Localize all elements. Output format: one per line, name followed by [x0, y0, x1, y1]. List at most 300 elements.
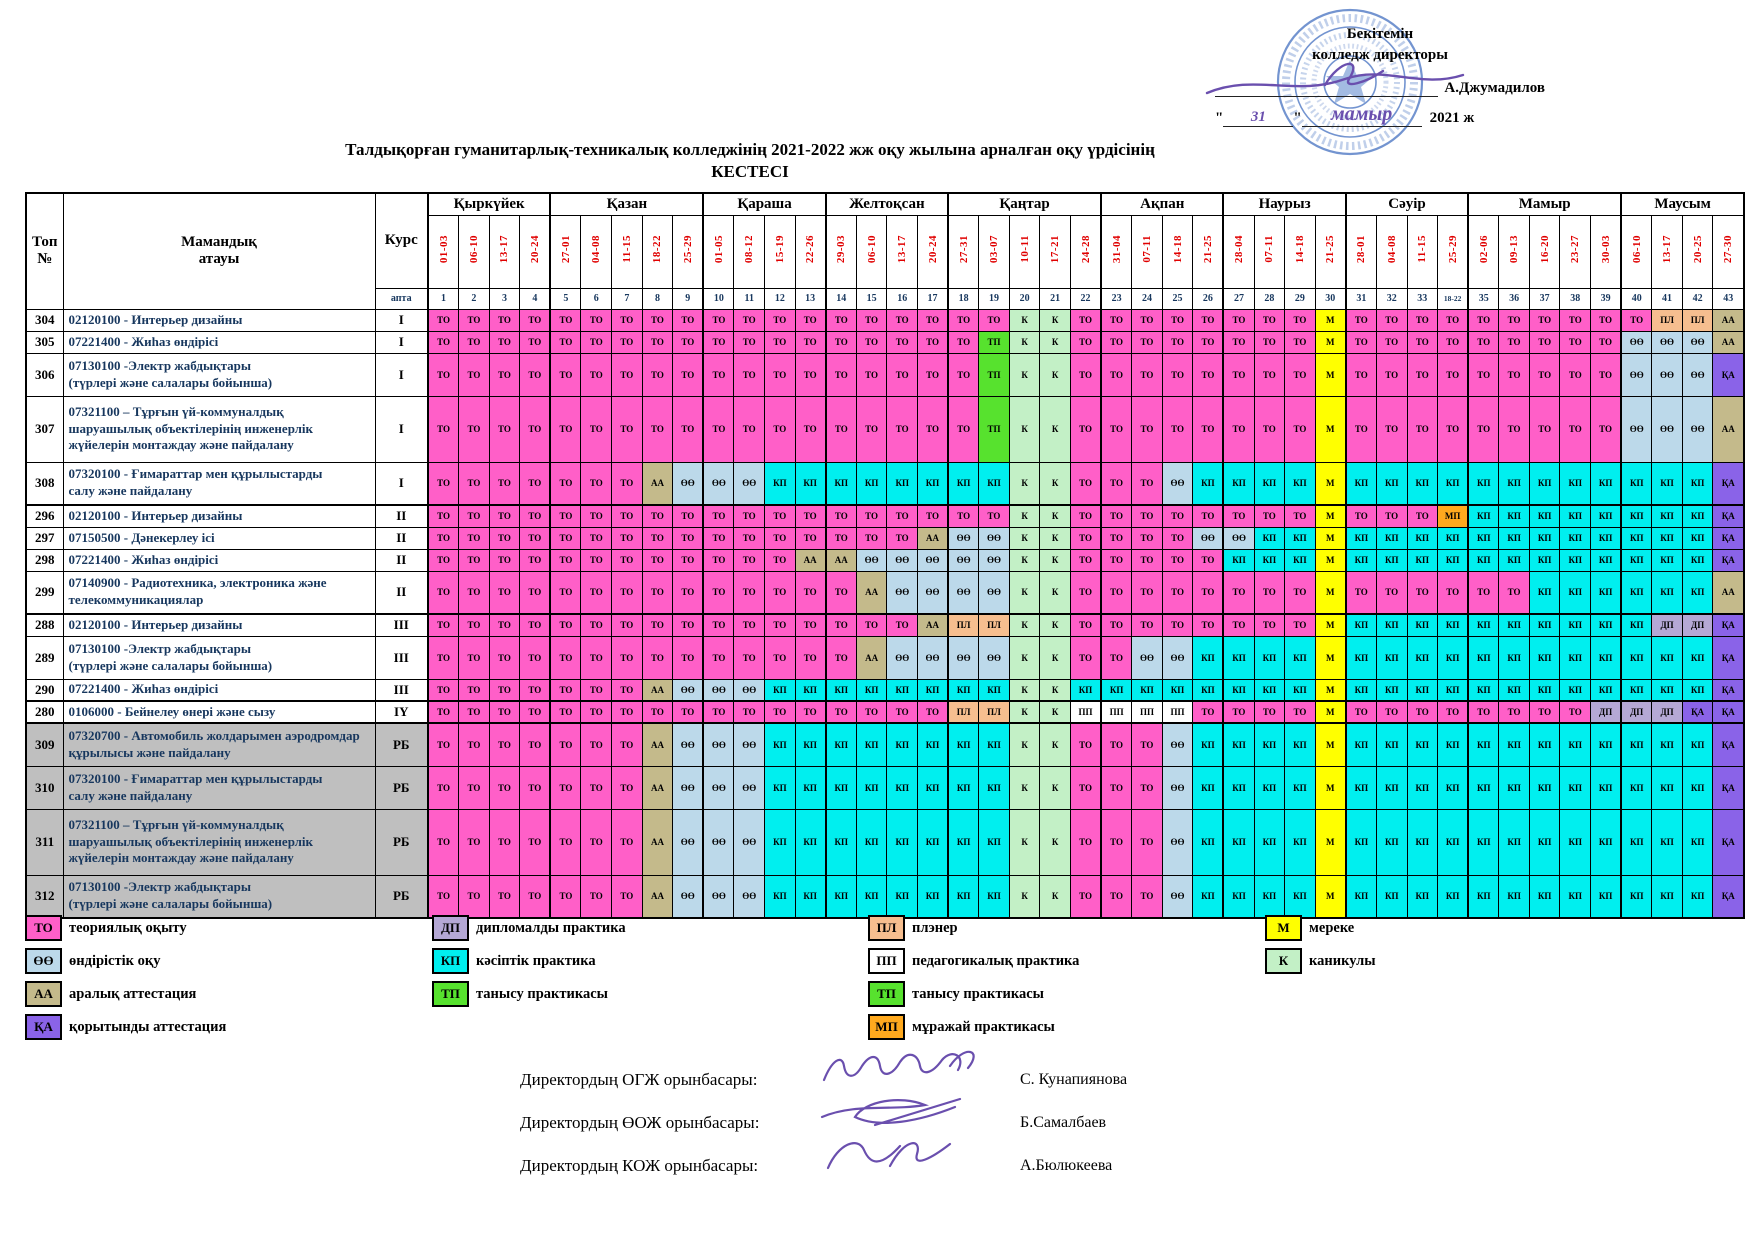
week-cell: ТО	[1407, 396, 1438, 462]
week-cell: ТО	[489, 809, 520, 875]
week-cell: ТО	[948, 505, 979, 527]
week-cell: ПЛ	[979, 701, 1010, 723]
week-cell: ТО	[550, 875, 581, 918]
specialty-name: 07320700 - Автомобиль жолдарымен аэродромдар құрылысы және пайдалану	[63, 723, 375, 766]
week-cell: ТО	[642, 396, 673, 462]
week-cell: ТО	[673, 701, 704, 723]
week-cell: КП	[1438, 462, 1469, 505]
course-value: РБ	[375, 809, 428, 875]
week-cell: КП	[1499, 527, 1530, 549]
week-cell: КП	[948, 875, 979, 918]
week-cell: КП	[1529, 571, 1560, 614]
legend-item-ӨӨ	[25, 948, 226, 974]
week-cell: ТО	[1254, 396, 1285, 462]
schedule-row-288	[26, 614, 1744, 636]
week-cell: ӨӨ	[1223, 527, 1254, 549]
week-date-header: 03-07	[979, 215, 1010, 288]
week-cell: ТО	[1223, 309, 1254, 331]
group-number: 280	[26, 701, 63, 723]
week-cell: ТО	[673, 549, 704, 571]
week-number: 3	[489, 288, 520, 309]
week-cell: ТО	[1132, 766, 1163, 809]
week-number: 23	[1101, 288, 1132, 309]
week-cell: ТО	[1070, 527, 1101, 549]
week-cell: КП	[1529, 766, 1560, 809]
week-cell: ТО	[1132, 309, 1163, 331]
week-cell: ТО	[1070, 875, 1101, 918]
week-number: 32	[1376, 288, 1407, 309]
week-cell: КП	[765, 766, 796, 809]
week-cell: ТО	[734, 571, 765, 614]
week-cell: ӨӨ	[1193, 527, 1224, 549]
week-cell: КП	[1621, 723, 1652, 766]
week-cell: ТО	[1223, 701, 1254, 723]
legend-item-ТО	[25, 915, 226, 941]
week-cell: ТО	[581, 766, 612, 809]
week-date-header: 06-10	[1621, 215, 1652, 288]
week-cell: ТО	[489, 766, 520, 809]
week-cell: ТО	[1468, 331, 1499, 353]
course-value: III	[375, 614, 428, 636]
specialty-name: 07130100 -Электр жабдықтары (түрлері және салалары бойынша)	[63, 875, 375, 918]
week-cell: ТО	[642, 353, 673, 396]
week-cell: ТО	[520, 309, 551, 331]
week-cell: КП	[765, 723, 796, 766]
week-cell: ТО	[612, 396, 643, 462]
week-date-header: 04-08	[581, 215, 612, 288]
week-cell: КП	[1499, 875, 1530, 918]
group-number: 299	[26, 571, 63, 614]
week-cell: ТО	[673, 571, 704, 614]
week-cell: ТО	[1193, 331, 1224, 353]
week-cell: ӨӨ	[734, 679, 765, 701]
week-cell: ТО	[1560, 331, 1591, 353]
week-date-header: 13-17	[887, 215, 918, 288]
week-cell: ТО	[428, 679, 459, 701]
course-value: РБ	[375, 766, 428, 809]
week-cell: ТО	[1285, 309, 1316, 331]
week-cell: КП	[1499, 614, 1530, 636]
week-cell: КП	[1591, 527, 1622, 549]
group-number: 308	[26, 462, 63, 505]
week-cell: ҚА	[1713, 875, 1744, 918]
week-cell: КП	[1285, 462, 1316, 505]
week-cell: ӨӨ	[1682, 353, 1713, 396]
week-cell: КП	[1652, 549, 1683, 571]
week-date-header: 27-01	[550, 215, 581, 288]
week-cell: КП	[1560, 505, 1591, 527]
week-cell: КП	[856, 875, 887, 918]
week-cell: ТО	[1621, 309, 1652, 331]
month-header: Қаңтар	[948, 193, 1101, 215]
week-cell: ТО	[489, 875, 520, 918]
week-cell: АА	[642, 875, 673, 918]
week-number: 42	[1682, 288, 1713, 309]
week-cell: КП	[1193, 809, 1224, 875]
week-cell: ТО	[1101, 309, 1132, 331]
week-cell: ТО	[1560, 701, 1591, 723]
week-cell: КП	[1193, 766, 1224, 809]
legend-item-ПП	[868, 948, 1079, 974]
week-cell: КП	[887, 875, 918, 918]
week-cell: ТО	[948, 353, 979, 396]
week-cell: КП	[1652, 809, 1683, 875]
week-date-header: 25-29	[673, 215, 704, 288]
week-date-header: 14-18	[1285, 215, 1316, 288]
course-value: I	[375, 331, 428, 353]
week-cell: КП	[1407, 766, 1438, 809]
week-cell: КП	[1529, 809, 1560, 875]
week-cell: ТО	[459, 636, 490, 679]
week-cell: ТО	[428, 549, 459, 571]
week-cell: КП	[918, 766, 949, 809]
week-cell: ТО	[1407, 331, 1438, 353]
week-cell: К	[1009, 614, 1040, 636]
week-cell: К	[1009, 571, 1040, 614]
week-cell: ТО	[1070, 809, 1101, 875]
week-cell: ӨӨ	[948, 527, 979, 549]
week-cell: ӨӨ	[1652, 396, 1683, 462]
week-cell: КП	[1193, 462, 1224, 505]
week-cell: ТО	[612, 353, 643, 396]
week-cell: КП	[1407, 527, 1438, 549]
specialty-name: 07130100 -Электр жабдықтары (түрлері және салалары бойынша)	[63, 353, 375, 396]
week-cell: ТО	[489, 527, 520, 549]
week-number: 6	[581, 288, 612, 309]
week-cell: ӨӨ	[918, 571, 949, 614]
week-date-header: 10-11	[1009, 215, 1040, 288]
course-value: II	[375, 527, 428, 549]
signature-squiggle	[820, 1050, 980, 1095]
week-cell: ТО	[581, 353, 612, 396]
week-cell: ӨӨ	[734, 462, 765, 505]
week-cell: К	[1040, 331, 1071, 353]
week-cell: ТО	[428, 701, 459, 723]
week-cell: ТО	[612, 679, 643, 701]
group-number: 296	[26, 505, 63, 527]
schedule-row-312	[26, 875, 1744, 918]
week-cell: КП	[1407, 875, 1438, 918]
week-cell: ТО	[612, 875, 643, 918]
week-cell: ТО	[459, 396, 490, 462]
legend-color-box: ӨӨ	[25, 948, 62, 974]
week-cell: М	[1315, 331, 1346, 353]
week-cell: ТО	[1285, 353, 1316, 396]
week-cell: ТО	[856, 614, 887, 636]
week-cell: ТО	[581, 723, 612, 766]
week-cell: ТО	[520, 723, 551, 766]
week-cell: ПП	[1070, 701, 1101, 723]
week-cell: КП	[887, 723, 918, 766]
week-cell: ТО	[550, 505, 581, 527]
group-number: 305	[26, 331, 63, 353]
legend-column	[432, 915, 626, 1007]
week-cell: ӨӨ	[887, 636, 918, 679]
week-cell: ТО	[673, 505, 704, 527]
week-cell: ТО	[581, 331, 612, 353]
week-cell: ТО	[581, 636, 612, 679]
week-cell: ӨӨ	[887, 571, 918, 614]
week-cell: КП	[856, 766, 887, 809]
course-value: I	[375, 353, 428, 396]
week-cell: КП	[1652, 679, 1683, 701]
week-cell: М	[1315, 809, 1346, 875]
week-cell: ТО	[1376, 396, 1407, 462]
week-date-header: 20-25	[1682, 215, 1713, 288]
week-cell: М	[1315, 527, 1346, 549]
week-cell: ПЛ	[1682, 309, 1713, 331]
week-cell: КП	[1223, 723, 1254, 766]
week-cell: ТО	[918, 331, 949, 353]
week-cell: ТО	[1193, 505, 1224, 527]
week-cell: КП	[1254, 527, 1285, 549]
week-cell: ТО	[1438, 396, 1469, 462]
week-cell: КП	[1376, 766, 1407, 809]
week-cell: КП	[1560, 766, 1591, 809]
week-cell: КП	[1529, 614, 1560, 636]
week-cell: ТП	[979, 331, 1010, 353]
week-cell: ТО	[1285, 396, 1316, 462]
week-cell: КП	[887, 679, 918, 701]
week-cell: М	[1315, 309, 1346, 331]
month-header: Мамыр	[1468, 193, 1621, 215]
week-cell: КП	[1499, 549, 1530, 571]
week-cell: ТО	[1101, 353, 1132, 396]
week-cell: АА	[1713, 309, 1744, 331]
week-cell: ТО	[1162, 571, 1193, 614]
week-cell: ТО	[612, 809, 643, 875]
week-number: 19	[979, 288, 1010, 309]
week-cell: ТО	[1162, 309, 1193, 331]
week-cell: КП	[1468, 679, 1499, 701]
week-cell: КП	[1621, 527, 1652, 549]
week-cell: АА	[642, 723, 673, 766]
week-cell: КП	[1621, 462, 1652, 505]
week-cell: ПП	[1132, 701, 1163, 723]
week-cell: КП	[1529, 505, 1560, 527]
specialty-name: 07320100 - Ғимараттар мен құрылыстарды салу және пайдалану	[63, 462, 375, 505]
week-cell: ТО	[734, 331, 765, 353]
week-cell: АА	[642, 462, 673, 505]
week-cell: КП	[1438, 636, 1469, 679]
week-cell: ТО	[1407, 701, 1438, 723]
specialty-name: 0106000 - Бейнелеу өнері және сызу	[63, 701, 375, 723]
week-cell: КП	[1376, 809, 1407, 875]
week-cell: КП	[795, 462, 826, 505]
quote-mark: "	[1293, 110, 1302, 126]
week-date-header: 31-04	[1101, 215, 1132, 288]
week-cell: КП	[795, 723, 826, 766]
week-cell: ТО	[887, 701, 918, 723]
week-cell: ТО	[1254, 505, 1285, 527]
week-cell: ТО	[826, 701, 857, 723]
week-cell: КП	[1499, 766, 1530, 809]
signoff-block	[520, 1058, 1200, 1187]
week-cell: М	[1315, 875, 1346, 918]
week-cell: ТО	[1407, 309, 1438, 331]
week-cell: ТО	[1254, 571, 1285, 614]
week-cell: ТО	[1162, 549, 1193, 571]
week-cell: КП	[1376, 549, 1407, 571]
approval-day: 31	[1223, 109, 1293, 127]
week-cell: ТО	[581, 875, 612, 918]
week-cell: ӨӨ	[948, 549, 979, 571]
legend-label: танысу практикасы	[912, 985, 1044, 1002]
specialty-name: 07221400 - Жиһаз өндірісі	[63, 679, 375, 701]
week-cell: ТО	[459, 353, 490, 396]
week-cell: ТО	[520, 875, 551, 918]
week-cell: КП	[1376, 636, 1407, 679]
legend-color-box: ТО	[25, 915, 62, 941]
week-cell: ТО	[550, 636, 581, 679]
week-number: 18-22	[1438, 288, 1469, 309]
week-cell: КП	[1560, 636, 1591, 679]
week-cell: КП	[1499, 505, 1530, 527]
week-cell: ТО	[1162, 505, 1193, 527]
week-cell: К	[1009, 636, 1040, 679]
week-cell: ӨӨ	[887, 549, 918, 571]
week-cell: АА	[1713, 396, 1744, 462]
week-cell: КП	[1499, 636, 1530, 679]
week-cell: ТО	[612, 766, 643, 809]
week-cell: ТО	[550, 462, 581, 505]
group-number: 312	[26, 875, 63, 918]
schedule-row-290	[26, 679, 1744, 701]
week-date-header: 11-15	[612, 215, 643, 288]
week-number: 9	[673, 288, 704, 309]
week-cell: КП	[979, 875, 1010, 918]
week-cell: ТО	[1132, 571, 1163, 614]
week-cell: ТО	[612, 701, 643, 723]
week-cell: ТО	[795, 309, 826, 331]
week-date-header: 20-24	[520, 215, 551, 288]
week-cell: ТО	[520, 353, 551, 396]
week-number: 13	[795, 288, 826, 309]
week-cell: АА	[826, 549, 857, 571]
week-cell: КП	[1376, 875, 1407, 918]
week-cell: К	[1040, 723, 1071, 766]
week-cell: КП	[1529, 527, 1560, 549]
week-cell: ТО	[918, 701, 949, 723]
group-number: 297	[26, 527, 63, 549]
legend-label: мереке	[1309, 919, 1355, 936]
week-cell: ТО	[1193, 396, 1224, 462]
week-cell: КП	[1407, 723, 1438, 766]
week-cell: ҚА	[1713, 679, 1744, 701]
week-cell: ТО	[520, 614, 551, 636]
week-cell: ДП	[1652, 701, 1683, 723]
week-cell: ТО	[826, 571, 857, 614]
week-cell: ТО	[1193, 614, 1224, 636]
week-cell: ТО	[459, 505, 490, 527]
week-cell: ӨӨ	[703, 766, 734, 809]
month-header: Қыркүйек	[428, 193, 550, 215]
week-date-header: 21-25	[1315, 215, 1346, 288]
week-cell: ҚА	[1713, 766, 1744, 809]
week-cell: КП	[1285, 766, 1316, 809]
week-cell: ТО	[1101, 331, 1132, 353]
week-cell: КП	[1285, 723, 1316, 766]
week-cell: ТО	[581, 462, 612, 505]
week-date-header: 27-30	[1713, 215, 1744, 288]
week-cell: ТП	[979, 353, 1010, 396]
week-cell: ТО	[489, 614, 520, 636]
week-cell: ТО	[1132, 396, 1163, 462]
week-cell: ТО	[581, 549, 612, 571]
week-number: 18	[948, 288, 979, 309]
week-cell: ТО	[1499, 309, 1530, 331]
week-cell: ТО	[1132, 809, 1163, 875]
week-cell: ТО	[1101, 636, 1132, 679]
week-cell: КП	[1591, 571, 1622, 614]
week-cell: К	[1040, 505, 1071, 527]
week-cell: КП	[1346, 679, 1377, 701]
week-cell: КП	[1560, 723, 1591, 766]
week-number: 7	[612, 288, 643, 309]
week-cell: КП	[1223, 875, 1254, 918]
week-cell: ТО	[1070, 636, 1101, 679]
week-cell: ТО	[642, 527, 673, 549]
week-cell: ТО	[459, 331, 490, 353]
week-number: 14	[826, 288, 857, 309]
week-cell: ТО	[1346, 331, 1377, 353]
week-cell: ТО	[520, 462, 551, 505]
month-header: Маусым	[1621, 193, 1744, 215]
week-cell: ТО	[489, 396, 520, 462]
week-cell: КП	[1652, 636, 1683, 679]
week-cell: ӨӨ	[703, 875, 734, 918]
week-cell: ТО	[765, 309, 796, 331]
week-number: 40	[1621, 288, 1652, 309]
week-cell: КП	[1285, 527, 1316, 549]
week-cell: КП	[1346, 875, 1377, 918]
week-cell: КП	[1621, 505, 1652, 527]
signoff-label: Директордың КОЖ орынбасары:	[520, 1155, 759, 1175]
week-cell: КП	[887, 809, 918, 875]
signature-squiggle	[820, 1136, 980, 1181]
legend-color-box: ТП	[432, 981, 469, 1007]
week-cell: ТО	[1070, 614, 1101, 636]
schedule-row-308	[26, 462, 1744, 505]
week-cell: ТО	[1223, 331, 1254, 353]
week-cell: ТО	[1070, 505, 1101, 527]
week-cell: КП	[1346, 809, 1377, 875]
week-cell: ӨӨ	[673, 766, 704, 809]
week-cell: КП	[795, 875, 826, 918]
week-cell: М	[1315, 766, 1346, 809]
week-cell: ӨӨ	[1682, 396, 1713, 462]
week-cell: ТО	[795, 331, 826, 353]
week-cell: ТО	[1101, 809, 1132, 875]
week-cell: ТО	[1376, 505, 1407, 527]
week-cell: ТО	[795, 396, 826, 462]
week-cell: КП	[918, 462, 949, 505]
week-cell: ТО	[734, 353, 765, 396]
week-cell: АА	[918, 527, 949, 549]
specialty-name: 07221400 - Жиһаз өндірісі	[63, 549, 375, 571]
week-cell: ТО	[765, 396, 796, 462]
week-date-header: 21-25	[1193, 215, 1224, 288]
week-cell: ӨӨ	[979, 527, 1010, 549]
week-cell: К	[1040, 809, 1071, 875]
week-number: 24	[1132, 288, 1163, 309]
week-cell: КП	[1468, 766, 1499, 809]
week-cell: М	[1315, 396, 1346, 462]
week-cell: ТО	[887, 505, 918, 527]
week-date-header: 27-31	[948, 215, 979, 288]
legend-label: теориялық оқыту	[69, 919, 187, 936]
week-cell: ТО	[459, 462, 490, 505]
